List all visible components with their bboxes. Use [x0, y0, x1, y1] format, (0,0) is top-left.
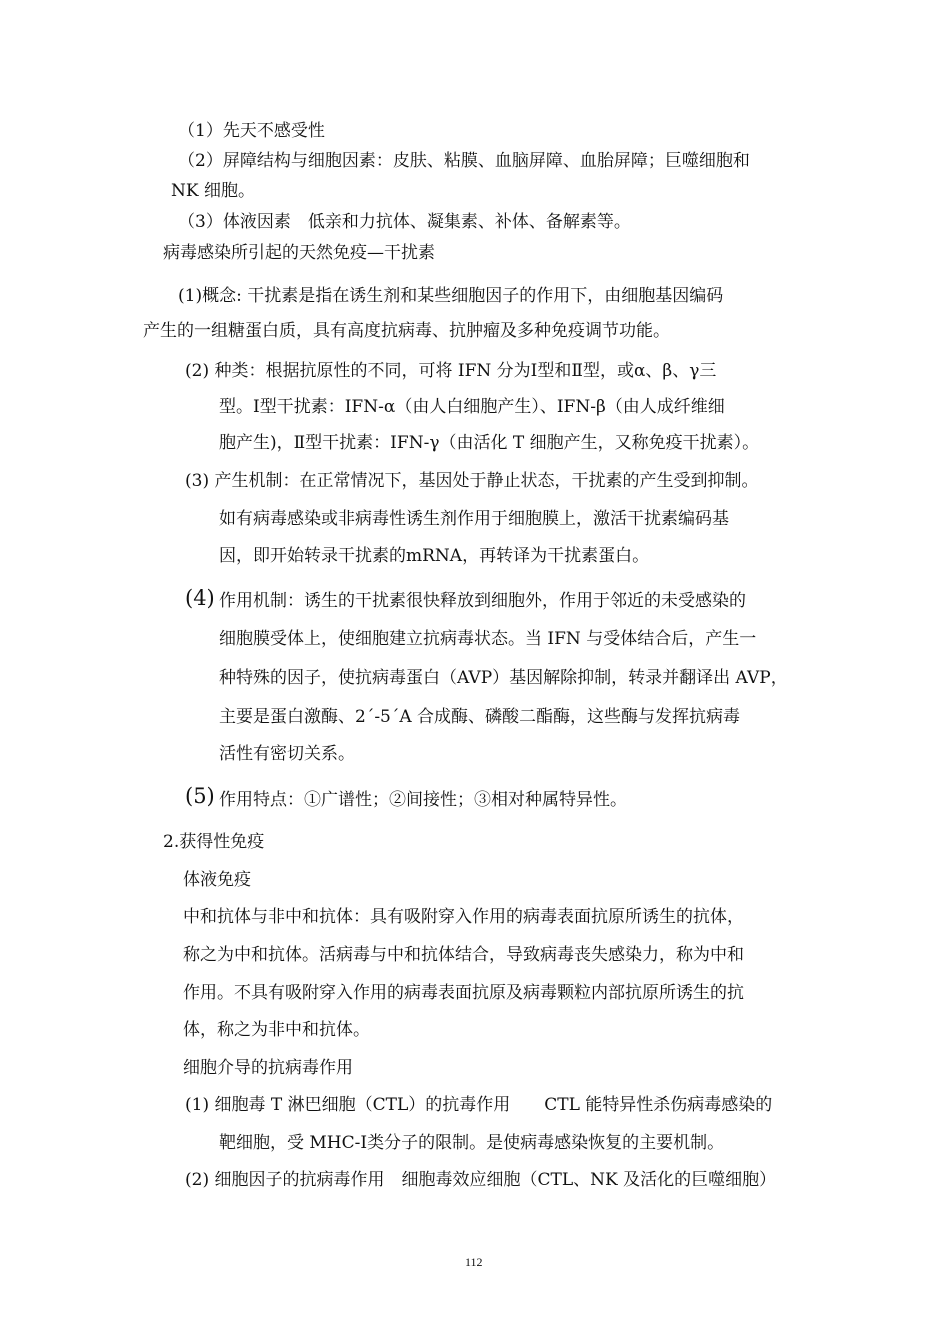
text-line: (1)概念: 干扰素是指在诱生剂和某些细胞因子的作用下，由细胞基因编码 [178, 286, 724, 306]
text-line: 作用特点：①广谱性；②间接性；③相对种属特异性。 [219, 790, 627, 810]
list-number: (4) [185, 586, 215, 610]
text-line: 中和抗体与非中和抗体：具有吸附穿入作用的病毒表面抗原所诱生的抗体， [183, 907, 744, 927]
text-line: 如有病毒感染或非病毒性诱生剂作用于细胞膜上，激活干扰素编码基 [219, 509, 729, 529]
text-line: (1) 细胞毒 T 淋巴细胞（CTL）的抗毒作用 CTL 能特异性杀伤病毒感染的 [185, 1095, 773, 1115]
text-line: （3）体液因素 低亲和力抗体、凝集素、补体、备解素等。 [178, 212, 631, 232]
text-line: （2）屏障结构与细胞因素：皮肤、粘膜、血脑屏障、血胎屏障；巨噬细胞和 [178, 151, 750, 171]
page-number: 112 [465, 1255, 483, 1269]
subsection-heading: 细胞介导的抗病毒作用 [183, 1058, 353, 1078]
text-line: 称之为中和抗体。活病毒与中和抗体结合，导致病毒丧失感染力，称为中和 [183, 945, 744, 965]
text-line: 作用机制：诱生的干扰素很快释放到细胞外，作用于邻近的未受感染的 [219, 591, 746, 611]
list-number: (5) [185, 784, 215, 808]
text-line: （1）先天不感受性 [178, 121, 325, 141]
text-line: 产生的一组糖蛋白质，具有高度抗病毒、抗肿瘤及多种免疫调节功能。 [143, 321, 670, 341]
text-line: (2) 种类：根据抗原性的不同，可将 IFN 分为Ⅰ型和Ⅱ型，或α、β、γ三 [185, 361, 717, 381]
section-heading: 2.获得性免疫 [163, 832, 265, 852]
text-line: (3) 产生机制：在正常情况下，基因处于静止状态，干扰素的产生受到抑制。 [185, 471, 759, 491]
section-heading: 病毒感染所引起的天然免疫—干扰素 [163, 243, 435, 263]
text-line: (2) 细胞因子的抗病毒作用 细胞毒效应细胞（CTL、NK 及活化的巨噬细胞） [185, 1170, 777, 1190]
subsection-heading: 体液免疫 [183, 870, 251, 890]
text-line: 靶细胞，受 MHC-Ⅰ类分子的限制。是使病毒感染恢复的主要机制。 [219, 1133, 725, 1153]
text-line: 因，即开始转录干扰素的mRNA，再转译为干扰素蛋白。 [219, 546, 650, 566]
text-line: 活性有密切关系。 [219, 744, 355, 764]
text-line: 种特殊的因子，使抗病毒蛋白（AVP）基因解除抑制，转录并翻译出 AVP， [219, 668, 788, 688]
text-line: NK 细胞。 [171, 181, 255, 201]
text-line: 胞产生)，Ⅱ型干扰素：IFN-γ（由活化 T 细胞产生，又称免疫干扰素）。 [219, 433, 760, 453]
text-line: 作用。不具有吸附穿入作用的病毒表面抗原及病毒颗粒内部抗原所诱生的抗 [183, 983, 744, 1003]
text-line: 型。Ⅰ型干扰素：IFN-α（由人白细胞产生）、IFN-β（由人成纤维细 [219, 397, 725, 417]
text-line: 主要是蛋白激酶、2´-5´A 合成酶、磷酸二酯酶，这些酶与发挥抗病毒 [219, 707, 741, 727]
text-line: 体，称之为非中和抗体。 [183, 1020, 370, 1040]
text-line: 细胞膜受体上，使细胞建立抗病毒状态。当 IFN 与受体结合后，产生一 [219, 629, 757, 649]
